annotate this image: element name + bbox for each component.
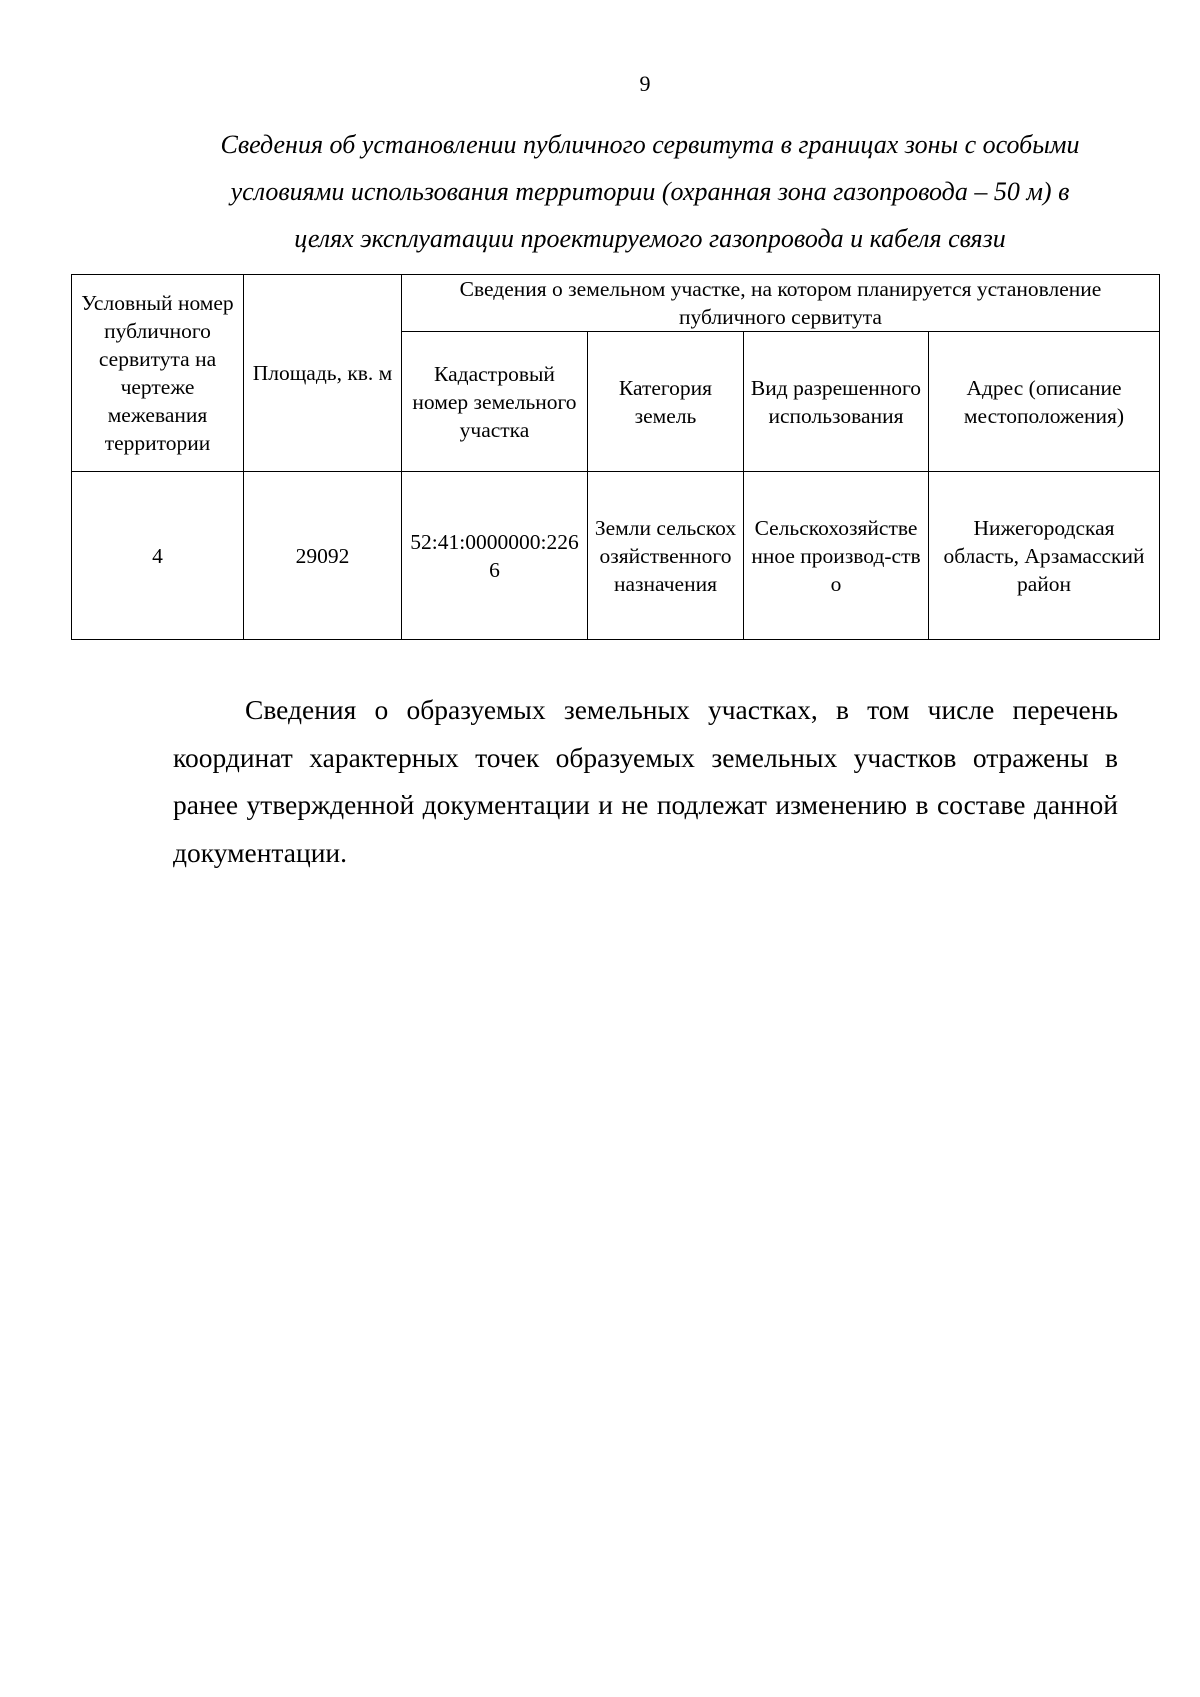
header-permitted-use: Вид разрешенного использования <box>744 332 929 472</box>
cell-servitude-number: 4 <box>72 472 244 640</box>
cell-land-category: Земли сельскохозяйственного назначения <box>588 472 744 640</box>
header-address: Адрес (описание местоположения) <box>929 332 1160 472</box>
header-cadastral-number: Кадастровый номер земельного участка <box>402 332 588 472</box>
cell-permitted-use: Сельскохозяйственное производ-ство <box>744 472 929 640</box>
document-title <box>150 121 1150 262</box>
table-header-row <box>72 275 1160 332</box>
title-line-3: целях эксплуатации проектируемого газопровода и кабеля связи <box>294 224 1006 253</box>
header-servitude-number: Условный номер публичного сервитута на чертеже межевания территории <box>72 275 244 472</box>
servitude-table <box>71 274 1160 640</box>
body-paragraph: Сведения о образуемых земельных участках, в том числе перечень координат характерных точек образуемых земельных участков отражены в ранее утвержденной документации и не подлежат изменению в составе данной документации. <box>173 694 1118 868</box>
header-land-plot-info: Сведения о земельном участке, на котором планируется установление публичного сервитута <box>402 275 1160 332</box>
table-row <box>72 472 1160 640</box>
header-area: Площадь, кв. м <box>244 275 402 472</box>
page-number: 9 <box>639 71 651 96</box>
header-land-category: Категория земель <box>588 332 744 472</box>
cell-address: Нижегородская область, Арзамасский район <box>929 472 1160 640</box>
cell-cadastral-number: 52:41:0000000:2266 <box>402 472 588 640</box>
cell-area: 29092 <box>244 472 402 640</box>
title-line-2: условиями использования территории (охранная зона газопровода – 50 м) в <box>230 177 1070 206</box>
title-line-1: Сведения об установлении публичного сервитута в границах зоны с особыми <box>220 130 1080 159</box>
